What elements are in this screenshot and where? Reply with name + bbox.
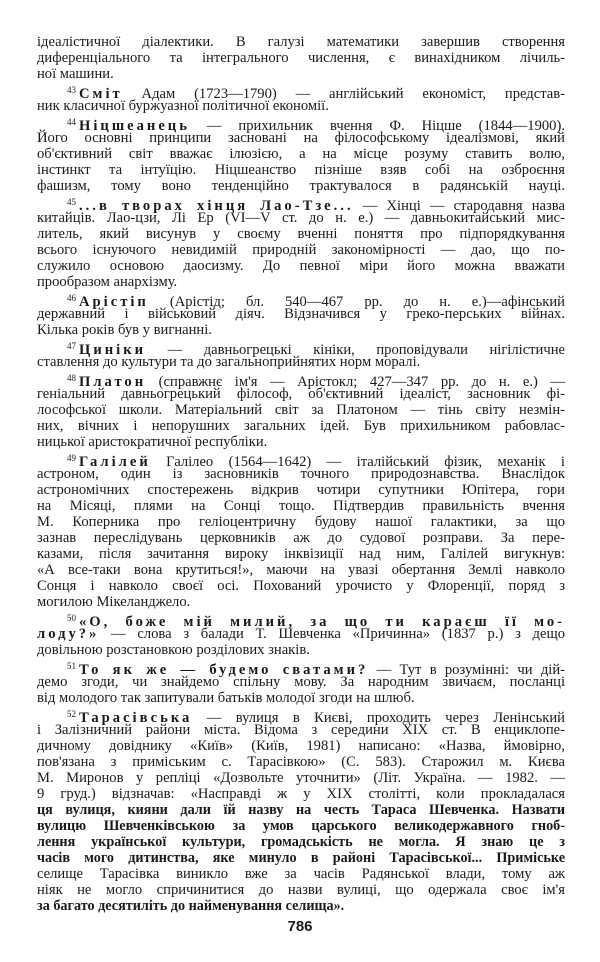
text-line bbox=[37, 498, 565, 514]
line-text: астроном, один із засновників точного природознавства. Внаслідок bbox=[37, 466, 565, 482]
line-text: за багато десятиліть до найменування селища». bbox=[37, 898, 345, 914]
line-text: всього існуючого невидимій природній закономірності — дао, що по- bbox=[37, 242, 565, 258]
line-text: М. Миронов у репліці «Дозвольте уточнити» (Літ. Україна. — 1982. — bbox=[37, 770, 565, 786]
text-line bbox=[37, 226, 565, 242]
footnote-number: 45 bbox=[67, 197, 76, 207]
text-line bbox=[37, 482, 565, 498]
text-line bbox=[37, 274, 565, 290]
text-line bbox=[37, 466, 565, 482]
line-text: Його основні принципи засновані на філософському ідеалізмові, який bbox=[37, 130, 565, 146]
page-number: 786 bbox=[287, 918, 313, 935]
line-text: ницької аристократичної республіки. bbox=[37, 434, 268, 450]
footnote-start-line bbox=[37, 610, 565, 630]
text-line bbox=[37, 402, 565, 418]
footnote-start-line bbox=[37, 194, 565, 214]
footnote-term: Арістіп bbox=[79, 294, 149, 310]
footnote-number: 47 bbox=[67, 341, 76, 351]
footnote-term: Платон bbox=[79, 374, 147, 390]
line-text: прообразом анархізму. bbox=[37, 274, 178, 290]
text-line bbox=[37, 242, 565, 258]
text-line bbox=[37, 578, 565, 594]
footnote-start-line bbox=[37, 114, 565, 134]
footnote-term: То як же — будемо сватами? bbox=[79, 662, 369, 678]
text-line bbox=[37, 626, 565, 642]
footnote-term: Галілей bbox=[79, 454, 151, 470]
text-line bbox=[37, 770, 565, 786]
line-text: лософської школи. Матеріальний світ за Платоном — тінь світу незмін- bbox=[37, 402, 565, 418]
line-text: вулицю Шевченківською за умов царського великодержавного гноб- bbox=[37, 818, 565, 834]
line-text: державний і військовий діяч. Відзначився у греко-перських війнах. bbox=[37, 306, 565, 322]
line-text: Сонця і навколо своєї осі. Похований урочисто у Флоренції, поряд з bbox=[37, 578, 565, 594]
footnote-start-line bbox=[37, 658, 565, 678]
line-text: на Місяці, плями на Сонці тощо. Підтвердив правильність вчення bbox=[37, 498, 565, 514]
line-text: — Хінці — стародавня назва bbox=[353, 198, 565, 214]
line-text: — Тут в розумінні: чи дій- bbox=[368, 662, 565, 678]
line-text: ної машини. bbox=[37, 66, 114, 82]
footnote-start-line bbox=[37, 450, 565, 470]
footnote-number: 51 bbox=[67, 661, 76, 671]
text-line bbox=[37, 322, 565, 338]
line-text: могилою Мікеланджело. bbox=[37, 594, 191, 610]
footnote-term: Сміт bbox=[79, 86, 123, 102]
line-text: пов'язана з приміським с. Тарасівкою» (С. 583). Старожил м. Києва bbox=[37, 754, 565, 770]
text-line bbox=[37, 162, 565, 178]
text-line bbox=[37, 722, 565, 738]
footnote-term: Ніцшеанець bbox=[79, 118, 190, 134]
footnote-term: «О, боже мій милий, за що ти караєш її мо- bbox=[79, 614, 565, 630]
line-text: — вулиця в Києві, проходить через Ленінський bbox=[192, 710, 565, 726]
footnote-number: 52 bbox=[67, 709, 76, 719]
text-line bbox=[37, 802, 565, 818]
line-text: Адам (1723—1790) — англійський економіст, представ- bbox=[122, 86, 565, 102]
text-line bbox=[37, 210, 565, 226]
line-text: — прихильник вчення Ф. Ніцше (1844—1900). bbox=[189, 118, 565, 134]
text-line bbox=[37, 434, 565, 450]
line-text: довільною розстановкою розділових знаків. bbox=[37, 642, 310, 658]
footnote-number: 43 bbox=[67, 85, 76, 95]
text-line bbox=[37, 850, 565, 866]
line-text: — слова з балади Т. Шевченка «Причинна» (1837 р.) з дещо bbox=[99, 626, 565, 642]
text-line bbox=[37, 546, 565, 562]
line-text: Кілька років був у вигнанні. bbox=[37, 322, 212, 338]
line-text: демо згоди, чи знайдемо спільну мову. За народним звичаєм, посланці bbox=[37, 674, 565, 690]
line-text: фашизм, тому воно тенденційно трактувалося в радянській науці. bbox=[37, 178, 565, 194]
text-line bbox=[37, 562, 565, 578]
footnote-term: лоду?» bbox=[37, 626, 100, 642]
line-text: часів мого дитинства, яке минуло в районі Тарасівської... Приміське bbox=[37, 850, 565, 866]
line-text: 9 груд.) відзначав: «Насправді ж у XIX столітті, коли прокладалася bbox=[37, 786, 565, 802]
line-text: ця вулиця, кияни дали їй назву на честь Тараса Шевченка. Назвати bbox=[37, 802, 565, 818]
footnote-number: 49 bbox=[67, 453, 76, 463]
text-line bbox=[37, 66, 565, 82]
text-line bbox=[37, 866, 565, 882]
line-text: диференціального та інтегрального числення, є винахідником лічиль- bbox=[37, 50, 565, 66]
footnote-term: Циніки bbox=[79, 342, 147, 358]
line-text: Галілео (1564—1642) — італійський фізик, механік і bbox=[150, 454, 565, 470]
line-text: ник класичної буржуазної політичної економії. bbox=[37, 98, 329, 114]
footnote-start-line bbox=[37, 370, 565, 390]
text-line bbox=[37, 818, 565, 834]
text-line bbox=[37, 146, 565, 162]
line-text: зазнав переслідувань церковників аж до судової розправи. За пере- bbox=[37, 530, 565, 546]
footnote-start-line bbox=[37, 290, 565, 310]
footnote-number: 48 bbox=[67, 373, 76, 383]
text-line bbox=[37, 130, 565, 146]
line-text: них, вічних і непорушних загальних ідей. Був прихильником рабовлас- bbox=[37, 418, 565, 434]
text-line bbox=[37, 754, 565, 770]
line-text: об'єктивний світ вважає ілюзією, а на місце розуму ставить волю, bbox=[37, 146, 565, 162]
text-line bbox=[37, 386, 565, 402]
footnote-start-line bbox=[37, 706, 565, 726]
text-line bbox=[37, 514, 565, 530]
text-line bbox=[37, 306, 565, 322]
notes-text-body bbox=[37, 34, 565, 914]
text-line bbox=[37, 882, 565, 898]
line-text: і Залізничний райони міста. Відома з середини XIX ст. В енциклопе- bbox=[37, 722, 565, 738]
text-line bbox=[37, 530, 565, 546]
line-text: китайців. Лао-цзи, Лі Ер (VI—V ст. до н. е.) — давньокитайський мис- bbox=[37, 210, 565, 226]
footnote-start-line bbox=[37, 338, 565, 358]
line-text: — давньогрецькі кініки, проповідували нігілістичне bbox=[146, 342, 565, 358]
line-text: (справжнє ім'я — Арістокл; 427—347 рр. до н. е.) — bbox=[146, 374, 565, 390]
line-text: ніяк не могло спричинитися до назви вулиці, що одержала своє ім'я bbox=[37, 882, 565, 898]
line-text: (Арістід; бл. 540—467 рр. до н. е.)—афінський bbox=[148, 294, 565, 310]
text-line bbox=[37, 34, 565, 50]
line-text: литель, який висунув у своєму вченні поняття про підпорядкування bbox=[37, 226, 565, 242]
text-line bbox=[37, 674, 565, 690]
line-text: М. Коперника про геліоцентричну будову нашої галактики, за що bbox=[37, 514, 565, 530]
line-text: дичному довіднику «Київ» (Київ, 1981) написано: «Назва, ймовірно, bbox=[37, 738, 565, 754]
text-line bbox=[37, 50, 565, 66]
line-text: ставлення до культури та до загальноприйнятих норм моралі. bbox=[37, 354, 421, 370]
text-line bbox=[37, 898, 565, 914]
text-line bbox=[37, 642, 565, 658]
line-text: «А все-таки вона крутиться!», маючи на увазі обертання Землі навколо bbox=[37, 562, 565, 578]
line-text: астрономічних спостережень відкрив чотири супутники Юпітера, гори bbox=[37, 482, 565, 498]
footnote-start-line bbox=[37, 82, 565, 102]
text-line bbox=[37, 418, 565, 434]
line-text: селище Тарасівка виникло вже за часів Радянської влади, тому аж bbox=[37, 866, 565, 882]
text-line bbox=[37, 178, 565, 194]
line-text: від молодого так запитували батьків молодої згоди на шлюб. bbox=[37, 690, 415, 706]
line-text: лення української культури, громадськість не могла. Я знаю це з bbox=[37, 834, 565, 850]
text-line bbox=[37, 594, 565, 610]
text-line bbox=[37, 738, 565, 754]
footnote-number: 50 bbox=[67, 613, 76, 623]
text-line bbox=[37, 834, 565, 850]
text-line bbox=[37, 690, 565, 706]
footnote-number: 46 bbox=[67, 293, 76, 303]
text-line bbox=[37, 786, 565, 802]
text-line bbox=[37, 258, 565, 274]
line-text: інстинкт та інтуїцію. Ніцшеанство пізніше взяв собі на озброєння bbox=[37, 162, 565, 178]
line-text: служило основою даосизму. До певної міри його можна вважати bbox=[37, 258, 565, 274]
footnote-term: Тарасівська bbox=[79, 710, 193, 726]
line-text: казами, після зачитання вироку інквізиції над ним, Галілей вигукнув: bbox=[37, 546, 565, 562]
footnote-number: 44 bbox=[67, 117, 76, 127]
line-text: геніальний давньогрецький філософ, об'єктивний ідеаліст, засновник фі- bbox=[37, 386, 565, 402]
footnote-term: ...в творах хінця Лао-Тзе... bbox=[79, 198, 354, 214]
line-text: ідеалістичної діалектики. В галузі математики завершив створення bbox=[37, 34, 565, 50]
